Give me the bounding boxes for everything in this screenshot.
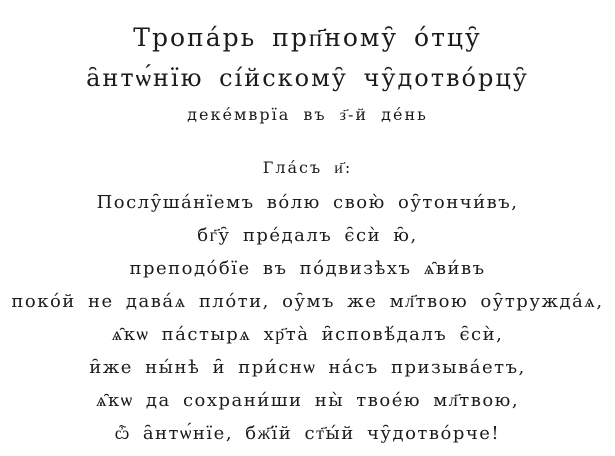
verse-block <box>0 186 615 450</box>
verse-line-3: преподо́бїе въ по́двизѣхъ ѧ̑ви́въ <box>129 258 486 279</box>
title-line-2: а̑нтѡ́нїю сі́йскому̑ чу̑дотво́рцу̑ <box>86 64 529 92</box>
verse-line-4: поко́й не дава́ѧ пло́ти, оу̑мъ же мл҃твою оу̑тружда́ѧ, <box>11 291 604 312</box>
verse-line-6: и̑же ны́нѣ и̑ при́снѡ на́съ призыва́етъ, <box>89 357 526 378</box>
verse-line-8: ѽ а̑нтѡ́нїе, бж҃їй ст҃ы́й чу̑дотво́рче! <box>114 423 501 444</box>
date-line: деке́мврїа въ з҃-й де́нь <box>187 105 428 124</box>
verse-line-2: бг҃у̑ пре́далъ є̑сѝ ю̑, <box>197 225 418 246</box>
tone-heading: Гла́съ и҃: <box>262 158 353 177</box>
verse-line-5: ѧ̑кѡ па́стырѧ хр҃та̀ и̑сповѣ́далъ є̑сѝ, <box>111 324 504 345</box>
verse-line-7: ѧ̑кѡ да сохрани́ши ны̀ твое́ю мл҃твою, <box>95 390 520 411</box>
verse-line-1: Послу̑ша́нїемъ во́лю свою̀ оу̑тончи́въ, <box>96 192 519 213</box>
title-line-1: Тропа́рь прп҃ному̑ о́тцу̑ <box>133 23 482 52</box>
